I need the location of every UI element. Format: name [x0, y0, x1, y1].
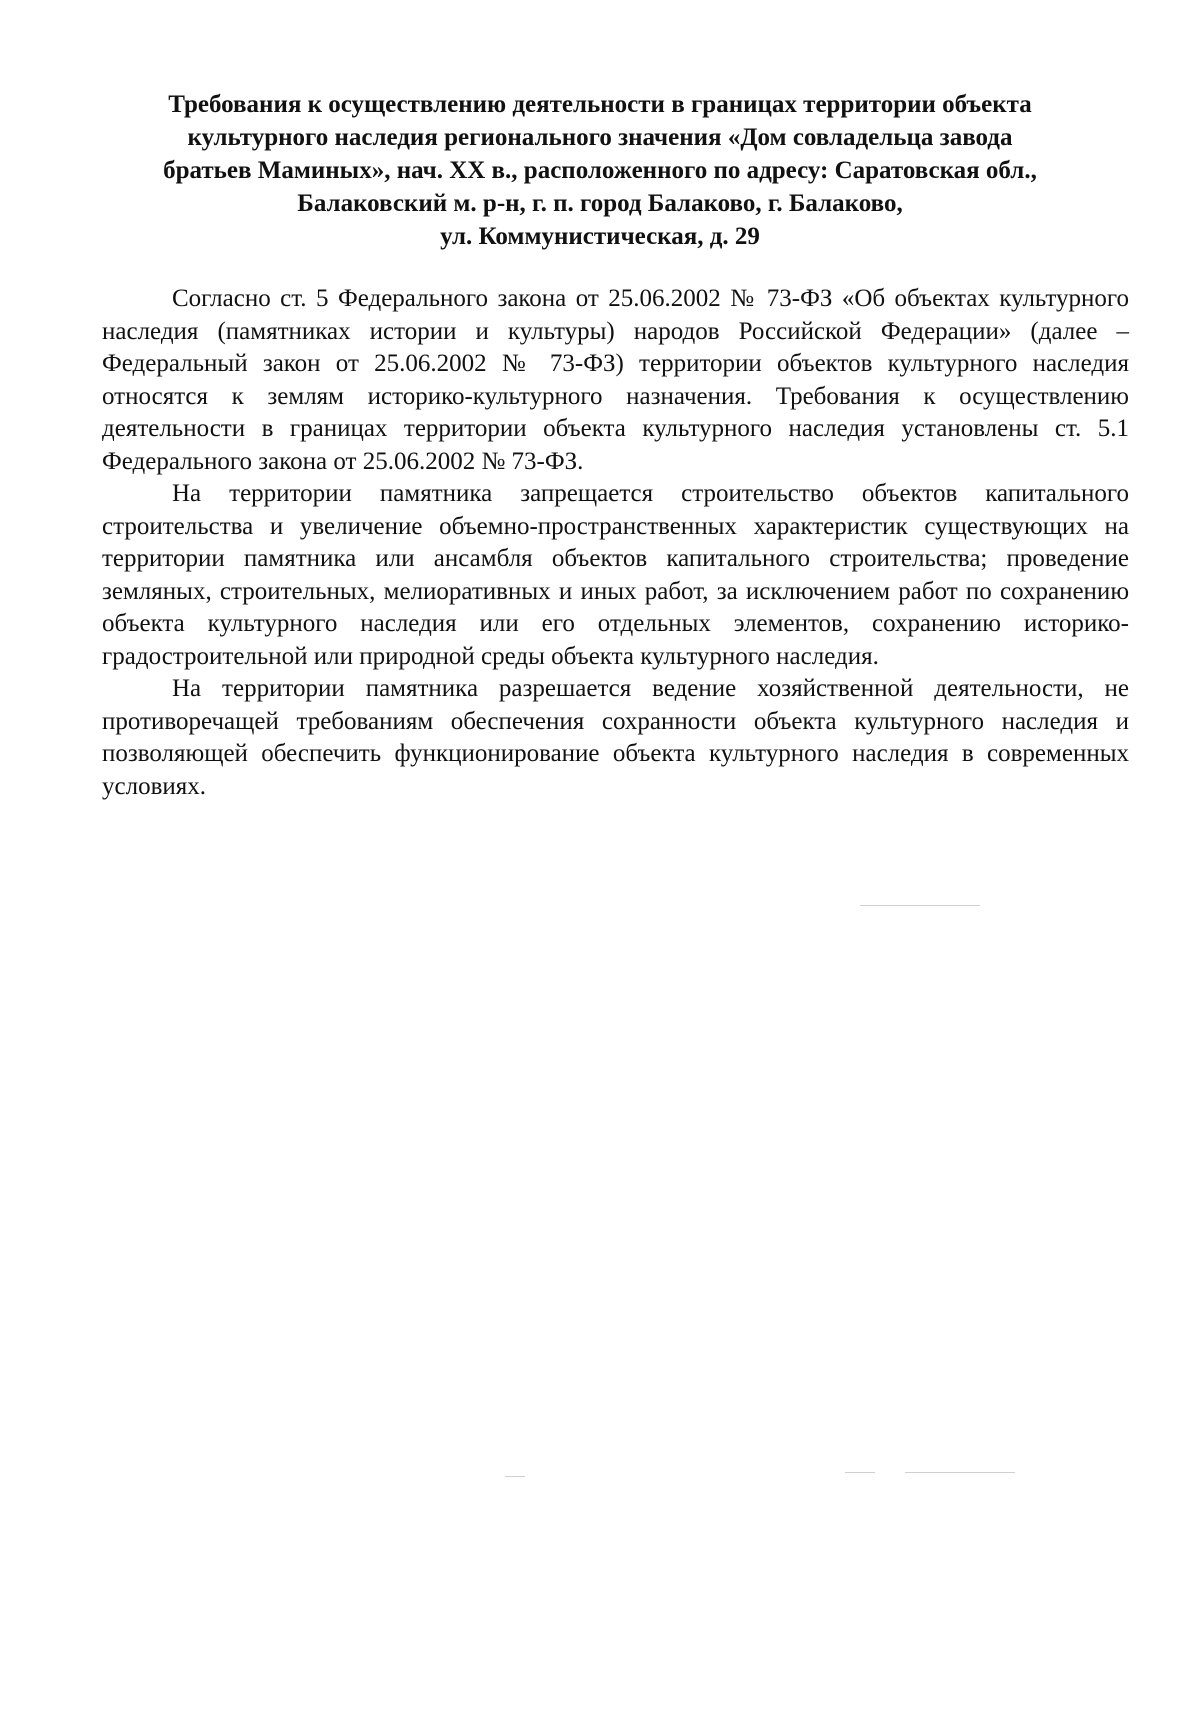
document-body	[102, 283, 1129, 803]
title-line: культурного наследия регионального значения «Дом совладельца завода	[187, 124, 1013, 151]
title-line: ул. Коммунистическая, д. 29	[440, 223, 760, 250]
paragraph-legal-basis: Согласно ст. 5 Федерального закона от 25.06.2002 № 73-ФЗ «Об объектах культурного наследия (памятниках истории и культуры) народов Российской Федерации» (далее – Федеральный закон от 25.06.2002 № 73-ФЗ) территории объектов культурного наследия относятся к землям историко-культурного назначения. Требования к осуществлению деятельности в границах территории объекта культурного наследия установлены ст. 5.1 Федерального закона от 25.06.2002 № 73-ФЗ.	[102, 285, 1129, 475]
scan-artifact	[905, 1472, 1015, 1473]
paragraph-prohibitions: На территории памятника запрещается строительство объектов капитального строительства и увеличение объемно-пространственных характеристик существующих на территории памятника или ансамбля объектов капитального строительства; проведение земляных, строительных, мелиоративных и иных работ, за исключением работ по сохранению объекта культурного наследия или его отдельных элементов, сохранению историко-градостроительной или природной среды объекта культурного наследия.	[102, 480, 1129, 670]
paragraph-permissions: На территории памятника разрешается ведение хозяйственной деятельности, не противоречащей требованиям обеспечения сохранности объекта культурного наследия и позволяющей обеспечить функционирование объекта культурного наследия в современных условиях.	[102, 675, 1129, 800]
title-line: Балаковский м. р-н, г. п. город Балаково, г. Балаково,	[297, 190, 903, 217]
scan-artifact	[845, 1472, 875, 1473]
document-title	[100, 88, 1100, 253]
scan-artifact	[505, 1476, 525, 1477]
title-line: Требования к осуществлению деятельности в границах территории объекта	[168, 91, 1032, 118]
title-line: братьев Маминых», нач. XX в., расположенного по адресу: Саратовская обл.,	[163, 157, 1037, 184]
scan-artifact	[860, 905, 980, 906]
